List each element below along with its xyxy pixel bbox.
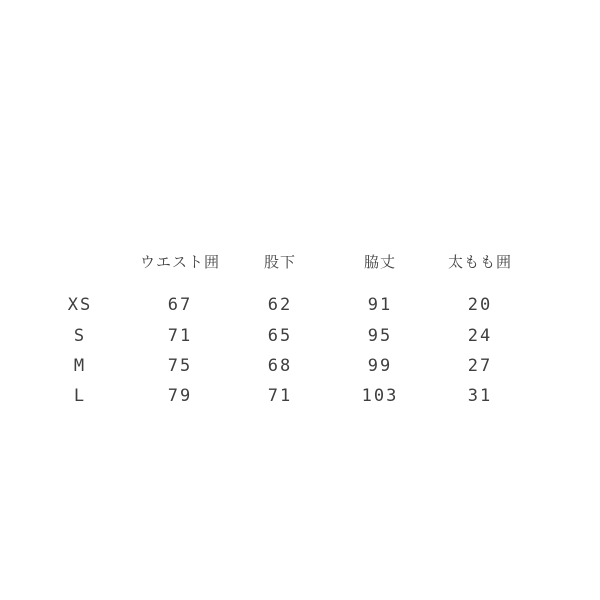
column-header-side-length: 脇丈 (363, 252, 396, 271)
value-cell: 79 (167, 386, 193, 407)
value-cell: 71 (167, 325, 193, 346)
value-cell: 99 (367, 355, 393, 376)
size-label: L (73, 386, 87, 407)
value-cell: 71 (267, 386, 293, 407)
table-row-l (30, 381, 530, 411)
value-cell: 91 (367, 295, 393, 316)
value-cell: 31 (467, 386, 493, 407)
size-label: M (73, 355, 87, 376)
value-cell: 95 (367, 325, 393, 346)
value-cell: 75 (167, 355, 193, 376)
table-row-xs (30, 290, 530, 320)
value-cell: 24 (467, 325, 493, 346)
table-row-s (30, 320, 530, 350)
value-cell: 20 (467, 295, 493, 316)
table-row-m (30, 351, 530, 381)
column-header-waist: ウエスト囲 (139, 252, 220, 271)
header-body-gap (30, 276, 530, 290)
value-cell: 67 (167, 295, 193, 316)
size-label: XS (67, 295, 93, 316)
size-chart-table (30, 246, 530, 412)
column-header-inseam: 股下 (263, 252, 296, 271)
value-cell: 103 (361, 386, 399, 407)
value-cell: 68 (267, 355, 293, 376)
column-header-thigh: 太もも囲 (447, 252, 512, 271)
value-cell: 62 (267, 295, 293, 316)
value-cell: 27 (467, 355, 493, 376)
value-cell: 65 (267, 325, 293, 346)
size-label: S (73, 325, 87, 346)
table-header-row (30, 246, 530, 276)
